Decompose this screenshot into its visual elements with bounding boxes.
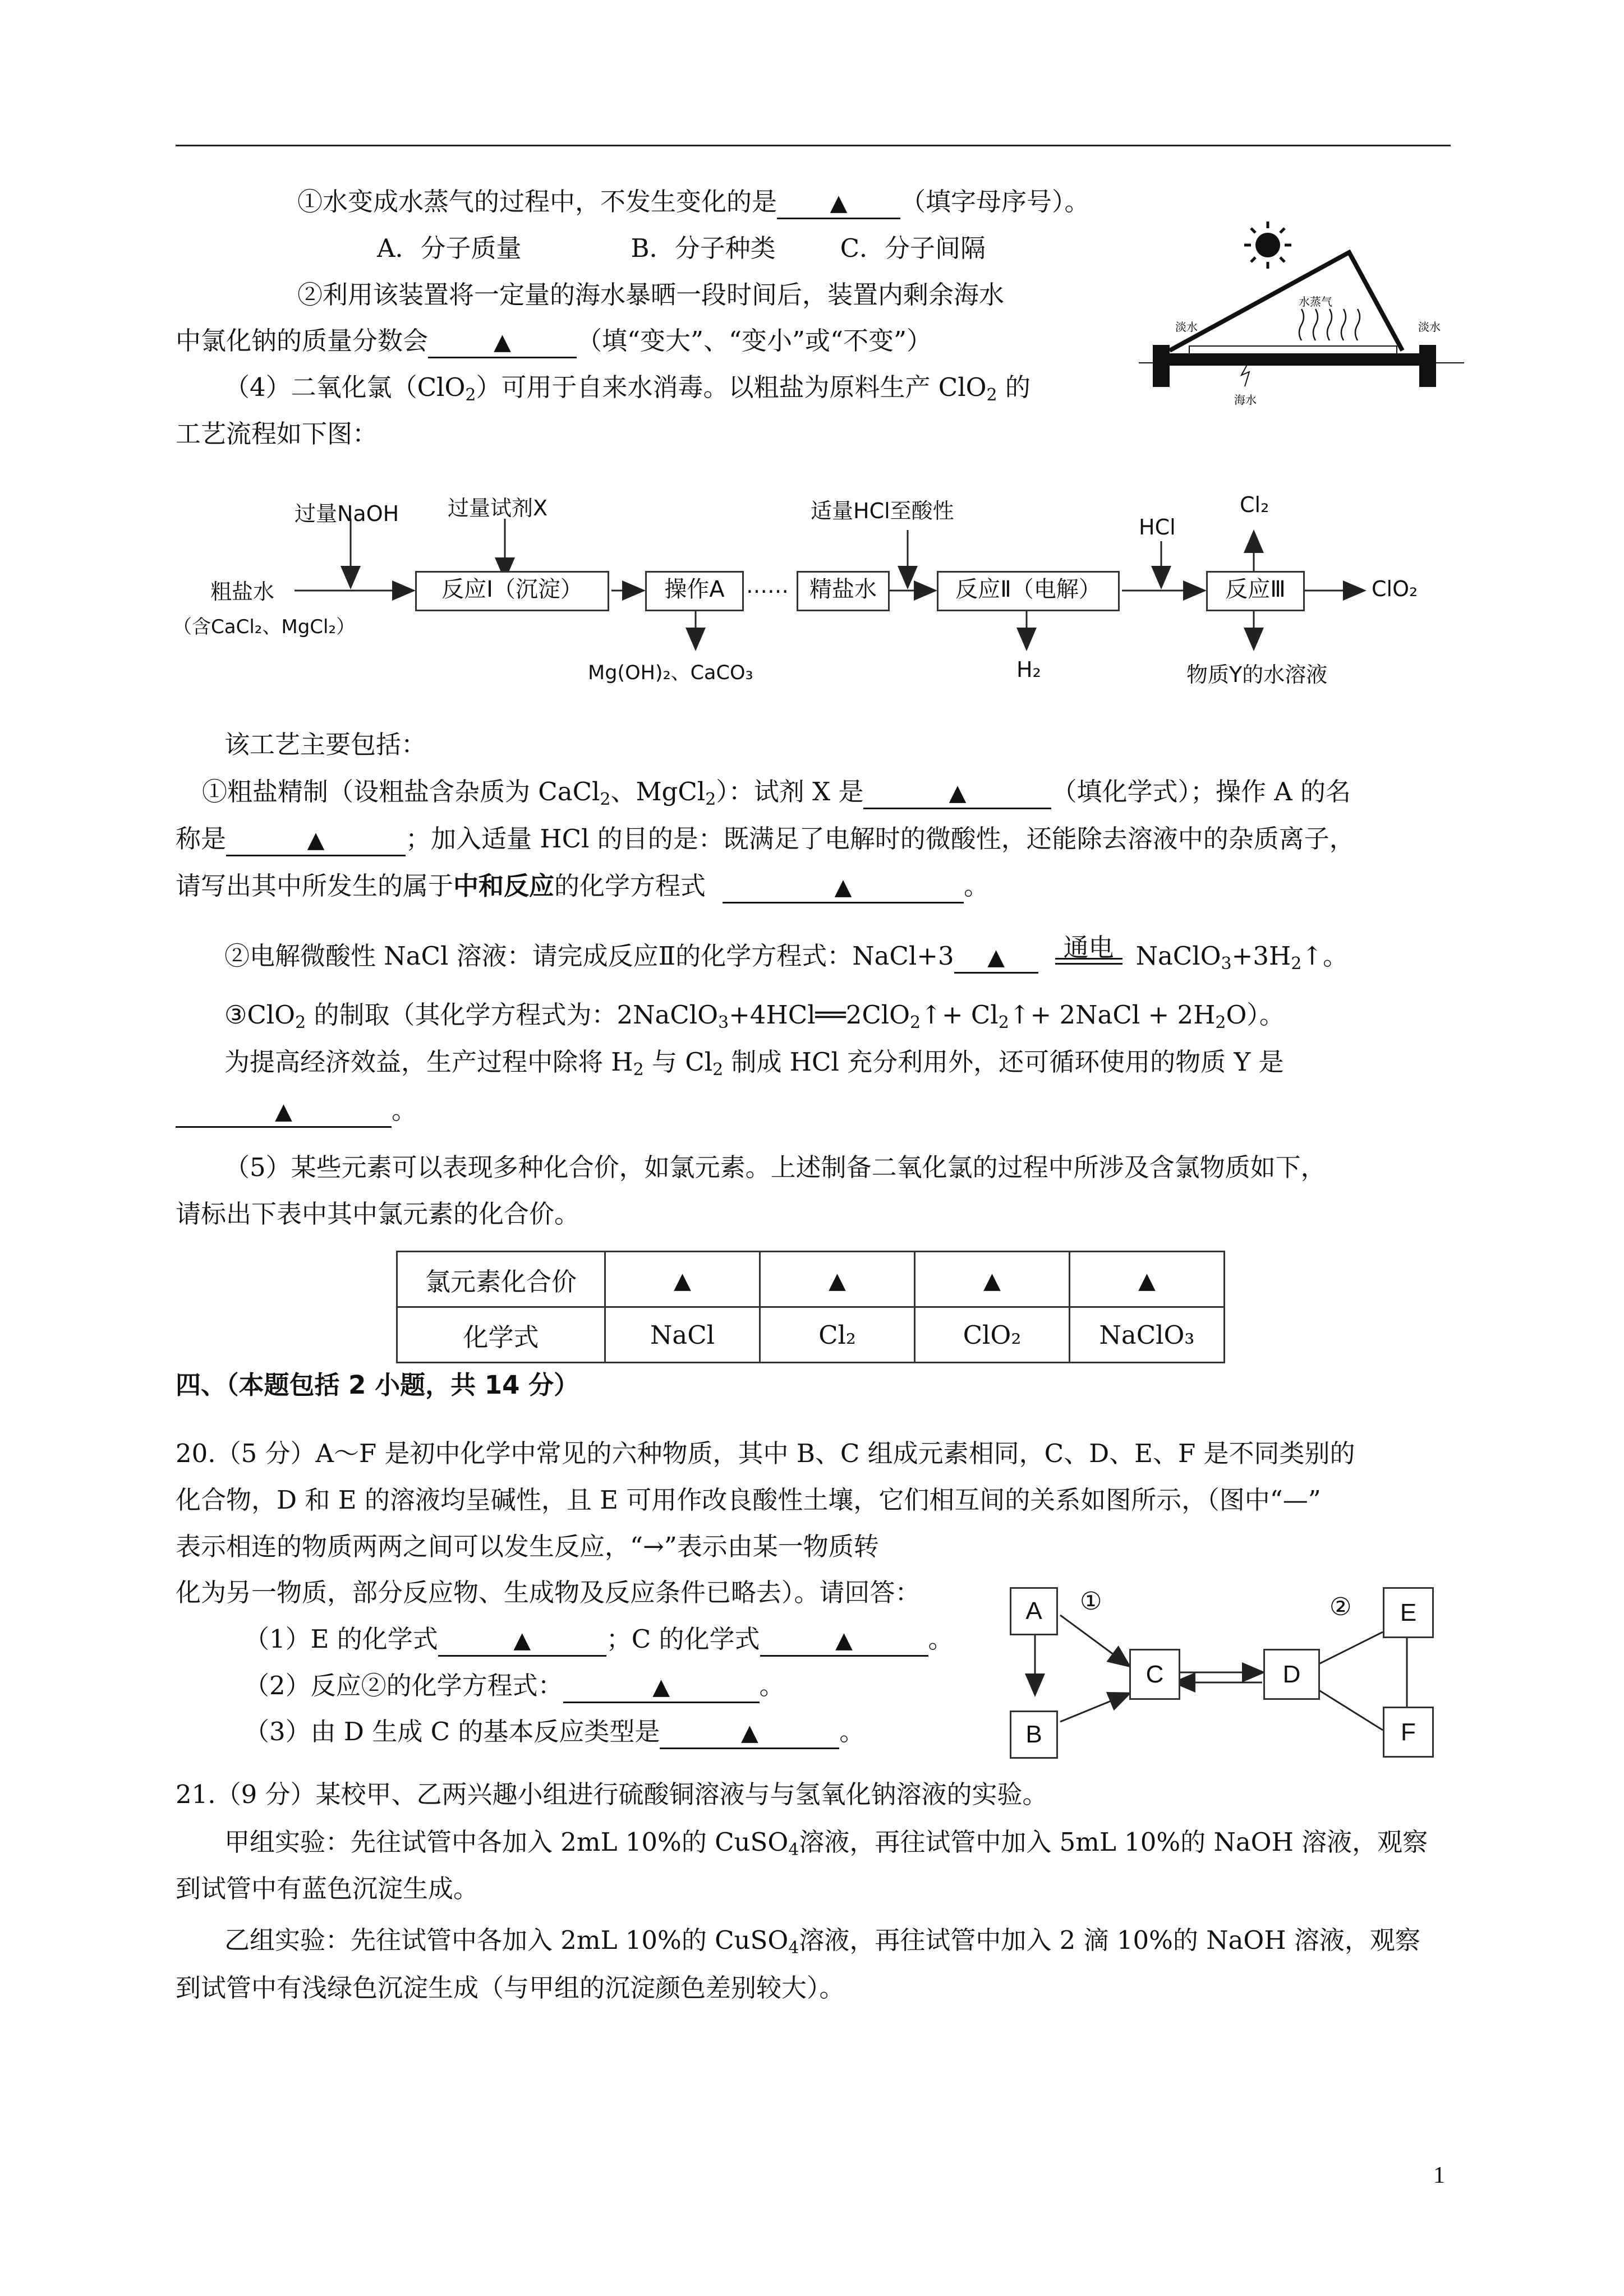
vapor-label: 水蒸气 bbox=[1299, 295, 1332, 308]
answer-blank[interactable]: ▲ bbox=[760, 1625, 928, 1657]
q21-line1: 21.（9 分）某校甲、乙两兴趣小组进行硫酸铜溶液与与氢氧化钠溶液的实验。 bbox=[176, 1779, 1048, 1809]
formula-cell: NaCl bbox=[605, 1307, 760, 1363]
answer-blank[interactable]: ▲ bbox=[723, 872, 964, 903]
q21-line3: 到试管中有蓝色沉淀生成。 bbox=[176, 1874, 479, 1903]
answer-blank[interactable]: ▲ bbox=[428, 326, 577, 358]
formula-row bbox=[397, 1307, 1225, 1363]
q4-intro-line2: 工艺流程如下图： bbox=[176, 419, 378, 449]
seawater-tray bbox=[1189, 346, 1397, 354]
q21-line5: 到试管中有浅绿色沉淀生成（与甲组的沉淀颜色差别较大）。 bbox=[176, 1973, 845, 2003]
q4-includes: 该工艺主要包括： bbox=[224, 730, 427, 759]
node-c: C bbox=[1129, 1649, 1180, 1700]
flow-hcl-label: HCl bbox=[1139, 515, 1176, 540]
seawater-label: 海水 bbox=[1234, 393, 1257, 407]
reaction-2-marker: ② bbox=[1329, 1593, 1352, 1621]
q21-line4: 乙组实验：先往试管中各加入 2mL 10%的 CuSO$_4$溶液，再往试管中加入 2 滴 10%的 NaOH 溶液，观察 bbox=[224, 1925, 1420, 1958]
node-f: F bbox=[1383, 1707, 1434, 1758]
flow-operation-a-box: 操作A bbox=[645, 571, 744, 611]
q20-line1: 20.（5 分）A～F 是初中化学中常见的六种物质，其中 B、C 组成元素相同，C、D、E、F 是不同类别的 bbox=[176, 1439, 1355, 1468]
q4-part1-line3: 请写出其中所发生的属于中和反应的化学方程式 ▲ 。 bbox=[176, 869, 989, 903]
q3-s1-options: A．分子质量 B．分子种类 C．分子间隔 bbox=[377, 233, 986, 263]
flow-dots: …… bbox=[746, 573, 789, 598]
glass-cover bbox=[1170, 252, 1402, 351]
q5-line1: （5）某些元素可以表现多种化合价，如氯元素。上述制备二氧化氯的过程中所涉及含氯物质如下， bbox=[224, 1152, 1326, 1182]
fresh-water-right-label: 淡水 bbox=[1418, 320, 1441, 334]
q20-line3: 表示相连的物质两两之间可以发生反应，“→”表示由某一物质转 bbox=[176, 1532, 879, 1561]
answer-blank[interactable]: ▲ bbox=[605, 1252, 760, 1307]
formula-cell: Cl₂ bbox=[760, 1307, 915, 1363]
q3-s1-line: ①水变成水蒸气的过程中，不发生变化的是 ▲ （填字母序号）。 bbox=[297, 185, 1090, 219]
flow-reaction-3-box: 反应Ⅲ bbox=[1206, 571, 1305, 611]
q20-sub1: （1）E 的化学式 ▲ ；C 的化学式 ▲ 。 bbox=[244, 1622, 954, 1657]
answer-blank[interactable]: ▲ bbox=[863, 777, 1051, 809]
answer-blank[interactable]: ▲ bbox=[1070, 1252, 1225, 1307]
q3-s2-line2: 中氯化钠的质量分数会 ▲ （填“变大”、“变小”或“不变”） bbox=[176, 324, 932, 358]
answer-blank[interactable]: ▲ bbox=[438, 1625, 606, 1657]
node-b: B bbox=[1010, 1711, 1058, 1759]
flow-hcl-acid-label: 适量HCl至酸性 bbox=[811, 499, 954, 523]
flow-precipitate-label: Mg(OH)₂、CaCO₃ bbox=[588, 662, 753, 684]
answer-blank[interactable]: ▲ bbox=[760, 1252, 915, 1307]
q20-sub3: （3）由 D 生成 C 的基本反应类型是 ▲ 。 bbox=[244, 1715, 864, 1749]
answer-blank[interactable]: ▲ bbox=[563, 1671, 760, 1703]
still-right-wall bbox=[1419, 345, 1436, 387]
answer-blank[interactable]: ▲ bbox=[915, 1252, 1070, 1307]
flow-reagent-x-label: 过量试剂X bbox=[448, 496, 548, 520]
sun-icon bbox=[1244, 222, 1291, 269]
q21-line2: 甲组实验：先往试管中各加入 2mL 10%的 CuSO$_4$溶液，再往试管中加入 5mL 10%的 NaOH 溶液，观察 bbox=[224, 1827, 1428, 1860]
q4-part1-line2: 称是 ▲ ；加入适量 HCl 的目的是：既满足了电解时的微酸性，还能除去溶液中的杂质离子， bbox=[176, 822, 1355, 856]
reaction-1-marker: ① bbox=[1080, 1587, 1102, 1616]
q4-part1-line1: ①粗盐精制（设粗盐含杂质为 CaCl$_2$、MgCl$_2$）：试剂 X 是 ▲ （填化学式）；操作 A 的名 bbox=[202, 777, 1351, 809]
flow-clo2-label: ClO₂ bbox=[1372, 577, 1418, 601]
answer-blank[interactable]: ▲ bbox=[777, 187, 900, 219]
flow-input-label: 粗盐水 bbox=[210, 579, 275, 604]
still-base bbox=[1153, 353, 1436, 366]
page-number: 1 bbox=[1433, 2163, 1445, 2188]
formula-cell: ClO₂ bbox=[915, 1307, 1070, 1363]
flow-input-impurities: （含CaCl₂、MgCl₂） bbox=[173, 616, 356, 638]
formula-cell: NaClO₃ bbox=[1070, 1307, 1225, 1363]
still-left-wall bbox=[1153, 345, 1170, 387]
node-a: A bbox=[1010, 1587, 1058, 1635]
q3-s2-line1: ②利用该装置将一定量的海水暴晒一段时间后，装置内剩余海水 bbox=[297, 280, 1005, 310]
q4-clo2-equation: ③ClO$_2$ 的制取（其化学方程式为：2NaClO$_3$+4HCl══2ClO$_2$↑+ $Cl_2↑+$ 2NaCl + $2H_2O$）。 bbox=[224, 1000, 1285, 1032]
section-4-heading: 四、（本题包括 2 小题，共 14 分） bbox=[176, 1370, 579, 1400]
flow-y-solution-label: 物质Y的水溶液 bbox=[1186, 662, 1328, 687]
valence-row-label: 氯元素化合价 bbox=[397, 1252, 605, 1307]
flow-reaction-1-box: 反应Ⅰ（沉淀） bbox=[415, 571, 609, 611]
formula-row-label: 化学式 bbox=[397, 1307, 605, 1363]
electrolysis-condition: 通电 bbox=[1055, 955, 1122, 965]
q4-electrolysis-equation: ②电解微酸性 NaCl 溶液：请完成反应Ⅱ的化学方程式：NaCl+3 ▲ 通电 $NaClO_3+3H_2↑$。 bbox=[224, 933, 1349, 974]
flow-cl2-label: Cl₂ bbox=[1240, 492, 1269, 517]
header-rule bbox=[176, 145, 1451, 146]
flow-reaction-2-box: 反应Ⅱ（电解） bbox=[937, 571, 1120, 611]
answer-blank[interactable]: ▲ bbox=[176, 1096, 392, 1128]
q20-sub2: （2）反应②的化学方程式： ▲ 。 bbox=[244, 1669, 785, 1703]
q4-intro-line1: （4）二氧化氯（ClO$_2$）可用于自来水消毒。以粗盐为原料生产 ClO$_2$ 的 bbox=[224, 372, 1030, 405]
node-e: E bbox=[1383, 1587, 1434, 1638]
answer-blank[interactable]: ▲ bbox=[226, 824, 406, 856]
valence-row bbox=[397, 1252, 1225, 1307]
q20-line4: 化为另一物质，部分反应物、生成物及反应条件已略去）。请回答： bbox=[176, 1578, 921, 1607]
q20-line2: 化合物，D 和 E 的溶液均呈碱性，且 E 可用作改良酸性土壤，它们相互间的关系如图所示，（图中“—” bbox=[176, 1485, 1321, 1515]
vapor-arrows bbox=[1299, 309, 1360, 340]
q5-line2: 请标出下表中其中氯元素的化合价。 bbox=[176, 1199, 580, 1229]
node-d: D bbox=[1263, 1649, 1320, 1700]
answer-blank[interactable]: ▲ bbox=[660, 1717, 839, 1749]
q4-recycle-answer: ▲ 。 bbox=[176, 1094, 417, 1128]
q4-recycle-line: 为提高经济效益，生产过程中除将 $H_2$ 与 $Cl_2$ 制成 HCl 充分利用外，还可循环使用的物质 Y 是 bbox=[224, 1047, 1284, 1080]
flow-naoh-label: 过量NaOH bbox=[295, 501, 399, 526]
chlorine-valence-table bbox=[396, 1251, 1225, 1363]
flow-h2-label: H₂ bbox=[1016, 657, 1041, 682]
solar-still-diagram bbox=[1139, 216, 1464, 423]
flow-pure-brine-box: 精盐水 bbox=[797, 571, 890, 611]
fresh-water-left-label: 淡水 bbox=[1175, 320, 1198, 334]
answer-blank[interactable]: ▲ bbox=[954, 942, 1038, 974]
